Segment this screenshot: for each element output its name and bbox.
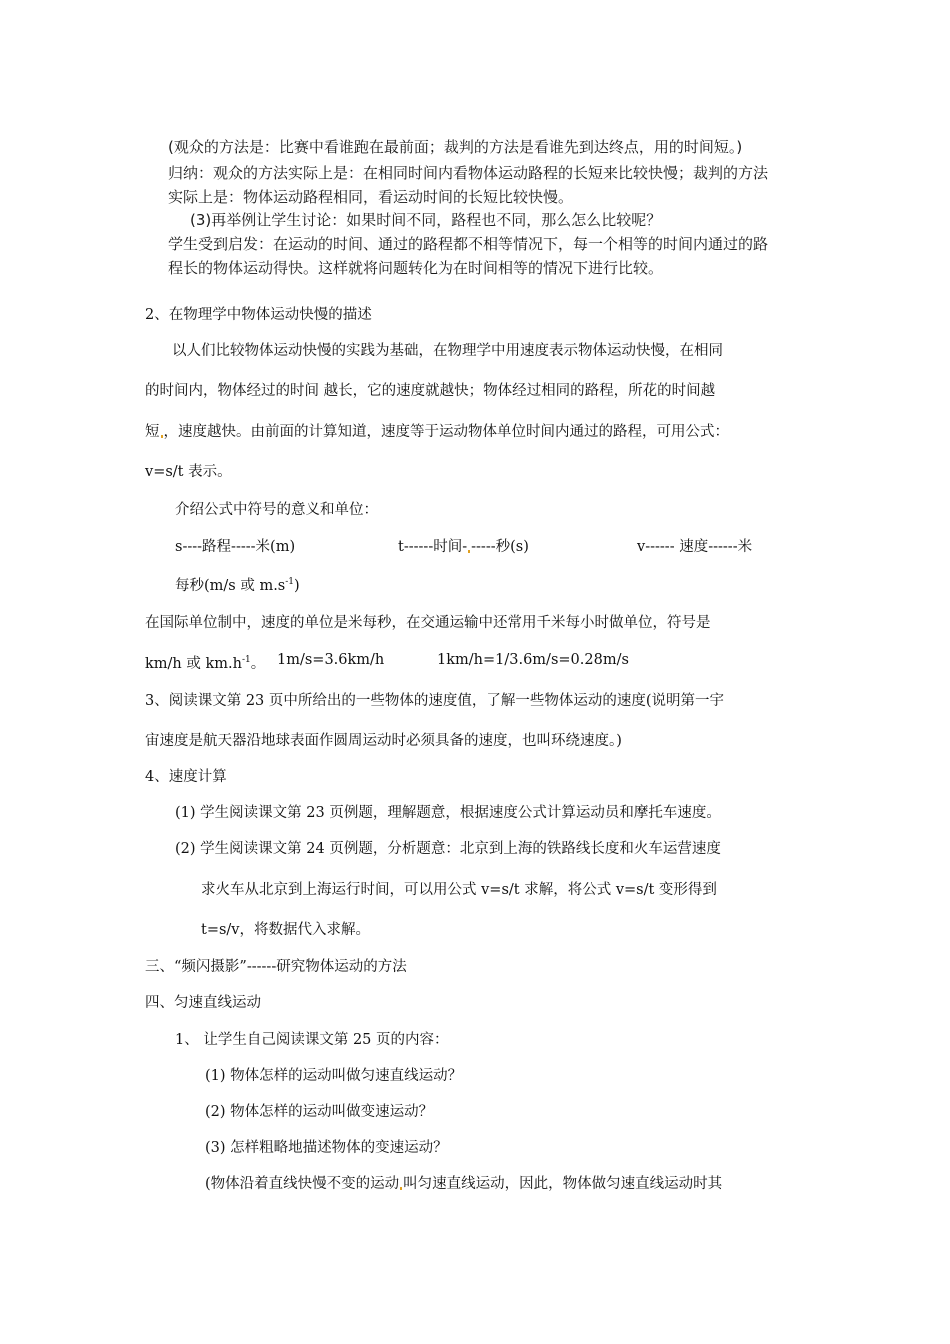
section-2-para-line-3 [145, 420, 729, 441]
section-3-line-1: 3、阅读课文第 23 页中所给出的一些物体的速度值，了解一些物体运动的速度(说明第一宇 [145, 693, 725, 709]
formula-intro: 介绍公式中符号的意义和单位： [175, 502, 378, 518]
part-4-heading: 四、匀速直线运动 [145, 995, 261, 1011]
text-span: 叫匀速直线运动，因此，物体做匀速直线运动时其 [403, 1176, 723, 1192]
scanned-line-4: (3)再举例让学生讨论：如果时间不同，路程也不同，那么怎么比较呢？ [190, 211, 662, 229]
section-2-para-line-2: 的时间内，物体经过的时间 越长，它的速度就越快；物体经过相同的路程，所花的时间越 [145, 383, 716, 399]
text-span: km/h 或 km.h [145, 656, 242, 672]
scanned-line-2: 归纳：观众的方法实际上是：在相同时间内看物体运动路程的长短来比较快慢；裁判的方法 [168, 164, 769, 182]
section-4-item-1: (1) 学生阅读课文第 23 页例题，理解题意，根据速度公式计算运动员和摩托车速度。 [175, 805, 721, 821]
text-span: t------时间- [398, 539, 468, 555]
section-2-para-line-4: v=s/t 表示。 [145, 464, 232, 480]
text-span: 每秒(m/s 或 m.s [175, 578, 286, 594]
part-3-heading: 三、“频闪摄影”------研究物体运动的方法 [145, 959, 407, 975]
symbol-v-row: v------ 速度------米 [637, 539, 753, 555]
edit-mark [468, 550, 470, 553]
text-span: -----秒(s) [471, 539, 529, 555]
question-1: (1) 物体怎样的运动叫做匀速直线运动？ [205, 1068, 463, 1084]
edit-mark [400, 1187, 402, 1190]
section-2-para-line-1: 以人们比较物体运动快慢的实践为基础，在物理学中用速度表示物体运动快慢，在相同 [172, 343, 723, 359]
text-span: 。 [250, 656, 266, 672]
scanned-line-6: 程长的物体运动得快。这样就将问题转化为在时间相等的情况下进行比较。 [168, 259, 664, 277]
section-4-heading: 4、速度计算 [145, 769, 227, 785]
section-2-heading: 2、在物理学中物体运动快慢的描述 [145, 307, 372, 323]
part-4-sub-1: 1、 让学生自己阅读课文第 25 页的内容： [175, 1032, 449, 1048]
question-2: (2) 物体怎样的运动叫做变速运动？ [205, 1104, 434, 1120]
kmh-unit [145, 652, 265, 673]
question-3: (3) 怎样粗略地描述物体的变速运动？ [205, 1140, 448, 1156]
superscript: -1 [241, 655, 251, 665]
conversion-1: 1m/s=3.6km/h [277, 652, 385, 668]
symbol-s-row: s----路程-----米(m) [175, 539, 296, 555]
superscript: -1 [285, 577, 295, 587]
scanned-line-3: 实际上是：物体运动路程相同，看运动时间的长短比较快慢。 [168, 188, 574, 206]
text-span: 短 [145, 424, 160, 440]
scanned-line-1: (观众的方法是：比赛中看谁跑在最前面；裁判的方法是看谁先到达终点，用的时间短。) [168, 138, 743, 156]
section-3-line-2: 宙速度是航天器沿地球表面作圆周运动时必须具备的速度，也叫环绕速度。) [145, 733, 622, 749]
symbol-t-row [398, 535, 529, 556]
conversion-2: 1km/h=1/3.6m/s=0.28m/s [437, 652, 629, 668]
edit-mark [161, 435, 163, 438]
section-4-item-2-line-2: 求火车从北京到上海运行时间，可以用公式 v=s/t 求解，将公式 v=s/t 变形得到 [201, 882, 717, 898]
answer-line [205, 1172, 722, 1193]
scanned-line-5: 学生受到启发：在运动的时间、通过的路程都不相等情况下，每一个相等的时间内通过的路 [168, 235, 769, 253]
text-span: (物体沿着直线快慢不变的运动 [205, 1176, 400, 1192]
text-span: ，速度越快。由前面的计算知道，速度等于运动物体单位时间内通过的路程，可用公式： [163, 424, 729, 440]
section-4-item-2-line-3: t=s/v，将数据代入求解。 [201, 922, 370, 938]
text-span: ) [294, 578, 300, 594]
unit-per-second [175, 574, 300, 595]
section-4-item-2-line-1: (2) 学生阅读课文第 24 页例题，分析题意：北京到上海的铁路线长度和火车运营速度 [175, 841, 721, 857]
si-unit-line: 在国际单位制中，速度的单位是米每秒，在交通运输中还常用千米每小时做单位，符号是 [145, 615, 711, 631]
